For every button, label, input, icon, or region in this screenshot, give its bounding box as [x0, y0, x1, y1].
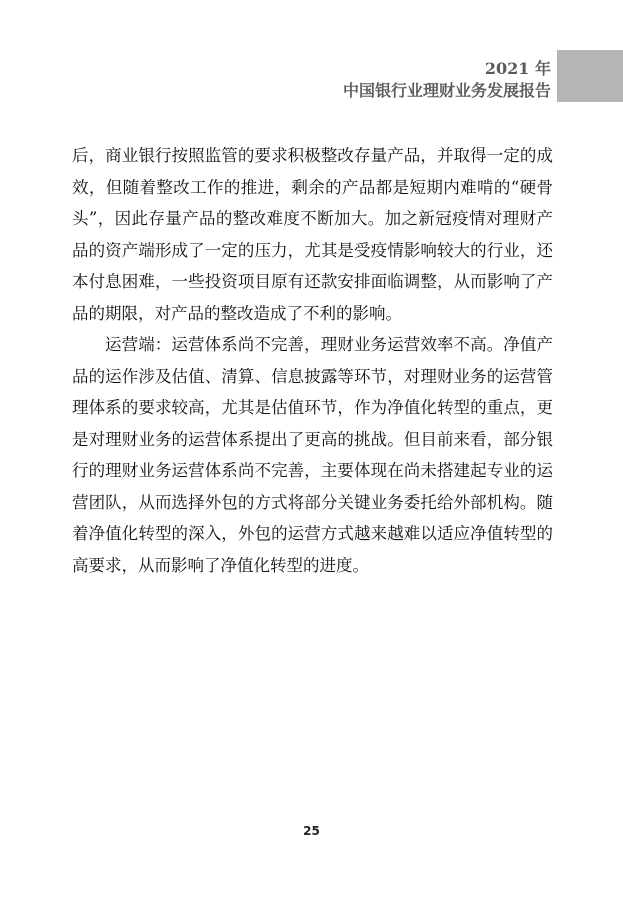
paragraph-operations: 运营端：运营体系尚不完善，理财业务运营效率不高。净值产品的运作涉及估值、清算、信息披露等环节，对理财业务的运营管理体系的要求较高，尤其是估值环节，作为净值化转型的重点，更是对理财业务的运营体系提出了更高的挑战。但目前来看，部分银行的理财业务运营体系尚不完善，主要体现在尚未搭建起专业的运营团队，从而选择外包的方式将部分关键业务委托给外部机构。随着净值化转型的深入，外包的运营方式越来越难以适应净值转型的高要求，从而影响了净值化转型的进度。: [72, 335, 553, 575]
running-header: [343, 58, 551, 102]
header-tab-block: [557, 50, 623, 102]
header-year: 2021 年: [484, 59, 551, 78]
body-text: [72, 140, 553, 581]
page-number: 25: [303, 824, 320, 838]
header-title: 中国银行业理财业务发展报告: [342, 81, 551, 100]
paragraph-continued: 后，商业银行按照监管的要求积极整改存量产品，并取得一定的成效，但随着整改工作的推进，剩余的产品都是短期内难啃的“硬骨头”，因此存量产品的整改难度不断加大。加之新冠疫情对理财产品的资产端形成了一定的压力，尤其是受疫情影响较大的行业，还本付息困难，一些投资项目原有还款安排面临调整，从而影响了产品的期限，对产品的整改造成了不利的影响。: [72, 146, 553, 323]
